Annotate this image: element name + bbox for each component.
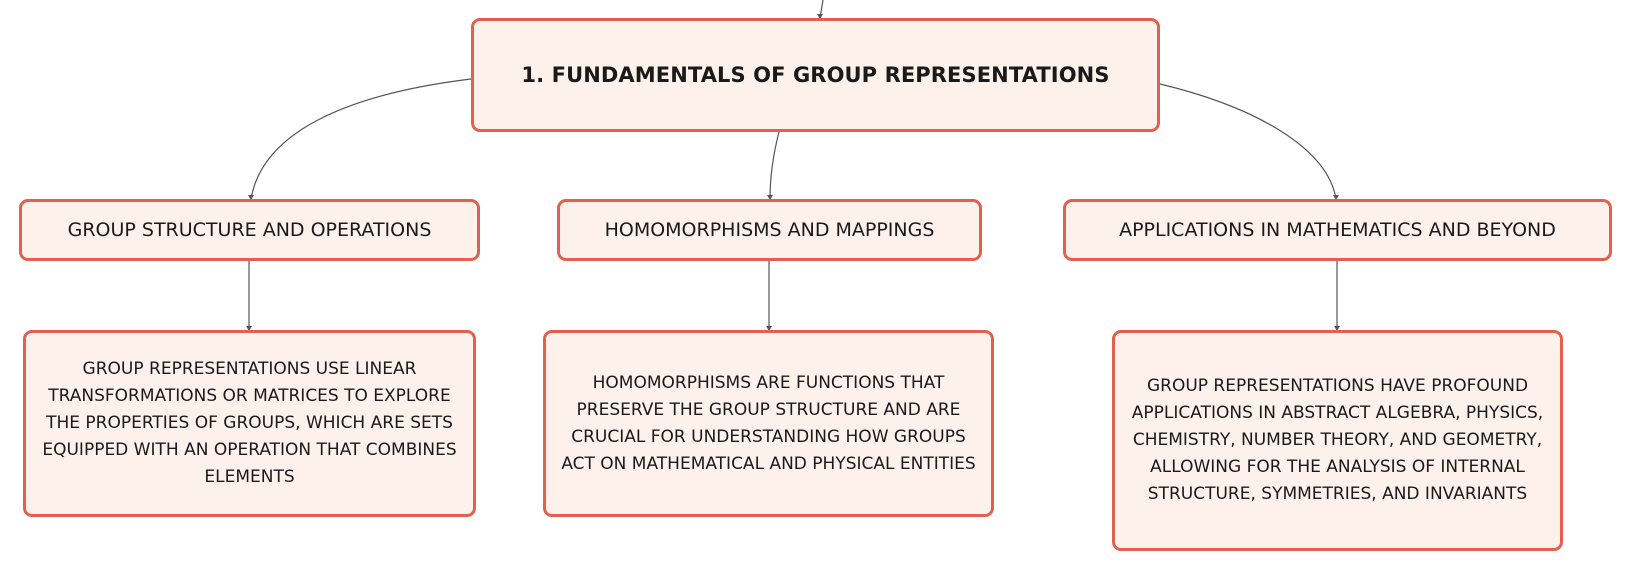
connector-root-topic-3 <box>1160 84 1336 199</box>
detail-node-applications[interactable] <box>1112 330 1563 551</box>
topic-node-group-structure[interactable] <box>19 199 480 261</box>
connector-root-topic-2 <box>770 132 779 199</box>
detail-node-homomorphisms[interactable] <box>543 330 994 517</box>
root-node[interactable] <box>471 18 1160 132</box>
topic-node-label: GROUP STRUCTURE AND OPERATIONS <box>67 219 432 241</box>
root-node-label: 1. FUNDAMENTALS OF GROUP REPRESENTATIONS <box>521 63 1110 87</box>
topic-node-label: APPLICATIONS IN MATHEMATICS AND BEYOND <box>1119 219 1556 241</box>
connector-root-topic-1 <box>251 79 471 199</box>
topic-node-label: HOMOMORPHISMS AND MAPPINGS <box>604 219 935 241</box>
detail-node-text: GROUP REPRESENTATIONS USE LINEAR TRANSFORMATIONS OR MATRICES TO EXPLORE THE PROPERTIES OF GROUPS, WHICH ARE SETS EQUIPPED WITH AN OPERATION THAT COMBINES ELEMENTS <box>42 359 457 487</box>
topic-node-homomorphisms[interactable] <box>557 199 982 261</box>
detail-node-text: HOMOMORPHISMS ARE FUNCTIONS THAT PRESERVE THE GROUP STRUCTURE AND ARE CRUCIAL FOR UNDERSTANDING HOW GROUPS ACT ON MATHEMATICAL AND PHYSICAL ENTITIES <box>561 372 976 474</box>
topic-node-applications[interactable] <box>1063 199 1612 261</box>
detail-node-text: GROUP REPRESENTATIONS HAVE PROFOUND APPLICATIONS IN ABSTRACT ALGEBRA, PHYSICS, CHEMISTRY, NUMBER THEORY, AND GEOMETRY, ALLOWING FOR THE ANALYSIS OF INTERNAL STRUCTURE, SYMMETRIES, AND INVARIANTS <box>1131 376 1544 504</box>
detail-node-group-structure[interactable] <box>23 330 476 517</box>
